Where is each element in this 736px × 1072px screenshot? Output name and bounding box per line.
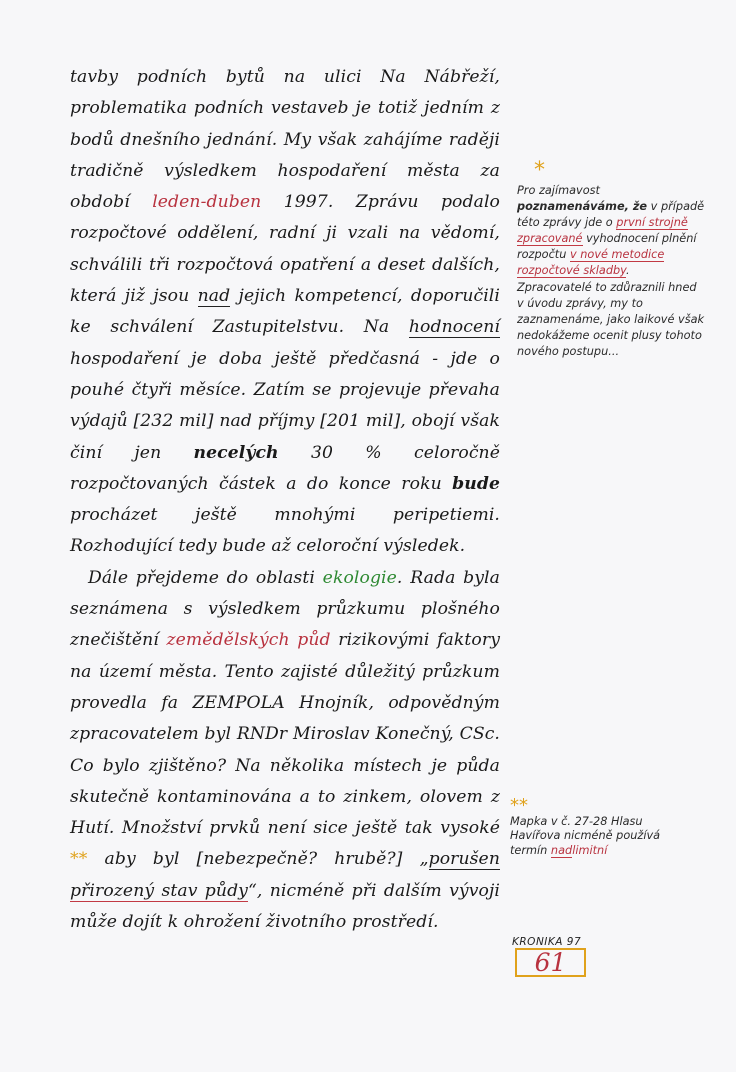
text-run: 30 % celoročně rozpočtovaných částek a do konce roku (70, 442, 500, 494)
text-run: procházet ještě mnohými peripetiemi. Rozhodující tedy bude až celoroční výsledek. (70, 505, 500, 557)
note-reference-asterisks: ** (70, 849, 88, 870)
underlined-phrase: přirozený stav půdy (70, 880, 248, 901)
highlight-first-automated: první strojně zpracované (517, 216, 688, 246)
highlight-new-methodology: v nové metodice rozpočtové skladby (517, 248, 665, 278)
highlight-ecology: ekologie (322, 567, 397, 588)
main-text (70, 62, 500, 938)
text-run: vyhodnocení plnění rozpočtu (517, 232, 697, 262)
highlight-above: nad (550, 843, 573, 857)
side-note-map (510, 815, 670, 858)
text-run: Mapka v č. 27-28 Hlasu Havířova nicméně používá termín (510, 815, 661, 857)
bold-phrase: poznamenáváme, že (517, 200, 648, 214)
highlight-limit: limitní (572, 843, 608, 857)
text-run: Pro zajímavost (517, 184, 600, 197)
text-run: aby byl [nebezpečně? hrubě?] „ (87, 849, 429, 870)
page-number: 61 (534, 948, 567, 977)
side-note-budget (517, 183, 705, 360)
asterisk-icon: * (534, 158, 545, 183)
text-run: jejich kompetencí, doporučili ke schválení Zastupitelstvu. Na (70, 286, 500, 338)
paragraph-budget (70, 62, 500, 563)
text-run: . Rada byla seznámena s výsledkem průzkumu plošného znečištění (70, 567, 500, 651)
text-run: . Zpracovatelé to zdůraznili hned v úvodu zprávy, my to zaznamenáme, jako laikové však nedokážeme ocenit plusy tohoto nového postupu... (517, 264, 705, 358)
text-run: rizikovými faktory na území města. Tento zajisté důležitý průzkum provedla fa ZEMPOLA Hnojník, odpovědným zpracovatelem byl RNDr Miroslav Konečný, CSc. Co bylo zjištěno? Na několika místech je půda skutečně kontaminována a to zinkem, olovem z Hutí. Množství prvků není sice ještě tak vysoké (70, 630, 500, 839)
text-run: 1997. Zprávu podalo rozpočtové oddělení, radní ji vzali na vědomí, schválili tři rozpočtová opatření a deset dalších, která již jsou (70, 192, 500, 307)
text-run: hospodaření je doba ještě předčasná - jde o pouhé čtyři měsíce. Zatím se projevuje převaha výdajů [232 mil] nad příjmy [201 mil], obojí však činí jen (70, 348, 500, 463)
text-run: “, nicméně při dalším vývoji může dojít k ohrožení životního prostředí. (70, 880, 500, 933)
paragraph-ecology (70, 563, 500, 939)
double-asterisk-icon: ** (510, 795, 528, 816)
underlined-word: nad (197, 286, 231, 307)
bold-word: necelých (193, 442, 279, 463)
underlined-word: hodnocení (408, 317, 500, 338)
bold-word: bude (452, 473, 500, 494)
page-number-box (515, 948, 586, 977)
text-run: tavby podních bytů na ulici Na Nábřeží, problematika podních vestaveb je totiž jedním z bodů dnešního jednání. My však zahájíme raději tradičně výsledkem hospodaření města za období (70, 67, 500, 213)
highlight-period: leden-duben (152, 192, 262, 213)
text-run: v případě této zprávy jde o (517, 200, 705, 230)
text-run: Dále přejdeme do oblasti (88, 567, 323, 588)
chronicle-label: KRONIKA 97 (512, 936, 582, 948)
underlined-word: porušen (428, 849, 500, 870)
highlight-agricultural-soils: zemědělských půd (166, 630, 331, 651)
